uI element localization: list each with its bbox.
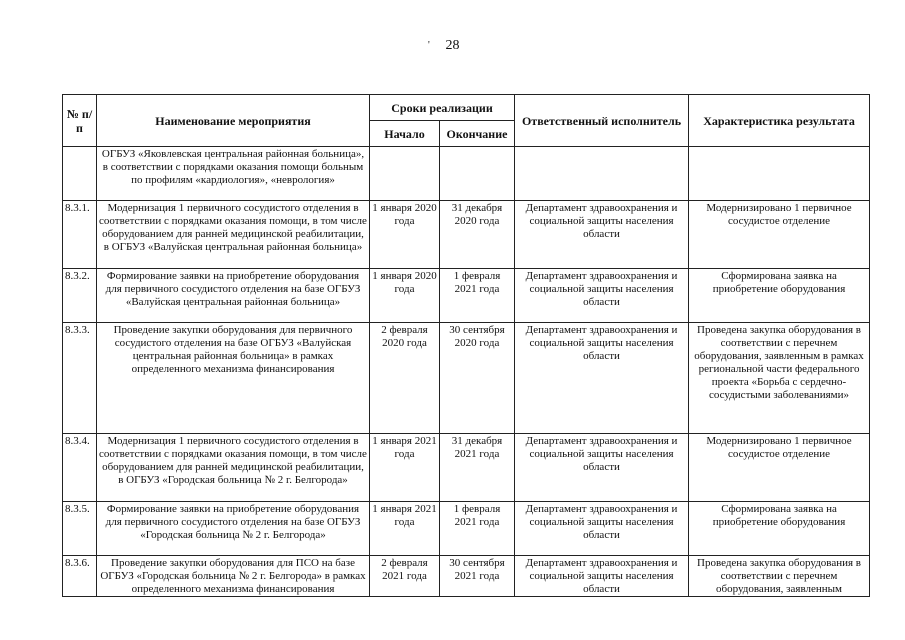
activity-name: Формирование заявки на приобретение оборудования для первичного сосудистого отделения на базе ОГБУЗ «Городская больница № 2 г. Белгорода» — [97, 502, 370, 556]
activity-name: Формирование заявки на приобретение оборудования для первичного сосудистого отделения на базе ОГБУЗ «Валуйская центральная районная больница» — [97, 269, 370, 323]
result-description — [689, 147, 870, 201]
activity-name: ОГБУЗ «Яковлевская центральная районная больница», в соответствии с порядками оказания помощи больным по профилям «кардиология», «неврология» — [97, 147, 370, 201]
activity-name: Проведение закупки оборудования для первичного сосудистого отделения на базе ОГБУЗ «Валуйская центральная районная больница» в рамках определенного механизма финансирования — [97, 323, 370, 434]
row-number — [63, 147, 97, 201]
result-description: Проведена закупка оборудования в соответствии с перечнем оборудования, заявленным в рамках региональной части федерального проекта «Борьба с сердечно-сосудистыми заболеваниями» — [689, 323, 870, 434]
table-row — [63, 502, 870, 556]
end-date: 30 сентября 2021 года — [440, 556, 515, 597]
table-body — [63, 147, 870, 597]
start-date: 1 января 2021 года — [370, 502, 440, 556]
end-date: 1 февраля 2021 года — [440, 269, 515, 323]
page-number: 28 — [445, 38, 460, 53]
start-date: 1 января 2020 года — [370, 269, 440, 323]
table-row — [63, 201, 870, 269]
activity-name: Проведение закупки оборудования для ПСО на базе ОГБУЗ «Городская больница № 2 г. Белгорода» в рамках определенного механизма финансирования — [97, 556, 370, 597]
start-date: 2 февраля 2020 года — [370, 323, 440, 434]
header-terms: Сроки реализации — [370, 95, 515, 121]
activities-table — [62, 94, 870, 597]
end-date: 31 декабря 2020 года — [440, 201, 515, 269]
row-number: 8.3.2. — [63, 269, 97, 323]
activity-name: Модернизация 1 первичного сосудистого отделения в соответствии с порядками оказания помощи, в том числе оборудованием для ранней медицинской реабилитации, в ОГБУЗ «Валуйская центральная районная больница» — [97, 201, 370, 269]
responsible-executor — [515, 147, 689, 201]
result-description: Сформирована заявка на приобретение оборудования — [689, 502, 870, 556]
end-date: 1 февраля 2021 года — [440, 502, 515, 556]
table-row — [63, 269, 870, 323]
table-row — [63, 556, 870, 597]
table-row — [63, 434, 870, 502]
result-description: Модернизировано 1 первичное сосудистое отделение — [689, 434, 870, 502]
page-mark: ' — [428, 40, 430, 51]
table-row — [63, 323, 870, 434]
start-date — [370, 147, 440, 201]
header-name: Наименование мероприятия — [97, 95, 370, 147]
start-date: 1 января 2020 года — [370, 201, 440, 269]
responsible-executor: Департамент здравоохранения и социальной защиты населения области — [515, 434, 689, 502]
header-num: № п/п — [63, 95, 97, 147]
start-date: 1 января 2021 года — [370, 434, 440, 502]
start-date: 2 февраля 2021 года — [370, 556, 440, 597]
header-start: Начало — [370, 121, 440, 147]
end-date: 30 сентября 2020 года — [440, 323, 515, 434]
activity-name: Модернизация 1 первичного сосудистого отделения в соответствии с порядками оказания помощи, в том числе оборудованием для ранней медицинской реабилитации, в ОГБУЗ «Городская больница № 2 г. Белгорода» — [97, 434, 370, 502]
table-row — [63, 147, 870, 201]
header-end: Окончание — [440, 121, 515, 147]
row-number: 8.3.3. — [63, 323, 97, 434]
responsible-executor: Департамент здравоохранения и социальной защиты населения области — [515, 502, 689, 556]
end-date: 31 декабря 2021 года — [440, 434, 515, 502]
result-description: Проведена закупка оборудования в соответствии с перечнем оборудования, заявленным — [689, 556, 870, 597]
header-result: Характеристика результата — [689, 95, 870, 147]
row-number: 8.3.1. — [63, 201, 97, 269]
responsible-executor: Департамент здравоохранения и социальной защиты населения области — [515, 323, 689, 434]
end-date — [440, 147, 515, 201]
row-number: 8.3.5. — [63, 502, 97, 556]
header-responsible: Ответственный исполнитель — [515, 95, 689, 147]
result-description: Модернизировано 1 первичное сосудистое отделение — [689, 201, 870, 269]
responsible-executor: Департамент здравоохранения и социальной защиты населения области — [515, 201, 689, 269]
responsible-executor: Департамент здравоохранения и социальной защиты населения области — [515, 556, 689, 597]
row-number: 8.3.4. — [63, 434, 97, 502]
responsible-executor: Департамент здравоохранения и социальной защиты населения области — [515, 269, 689, 323]
result-description: Сформирована заявка на приобретение оборудования — [689, 269, 870, 323]
row-number: 8.3.6. — [63, 556, 97, 597]
